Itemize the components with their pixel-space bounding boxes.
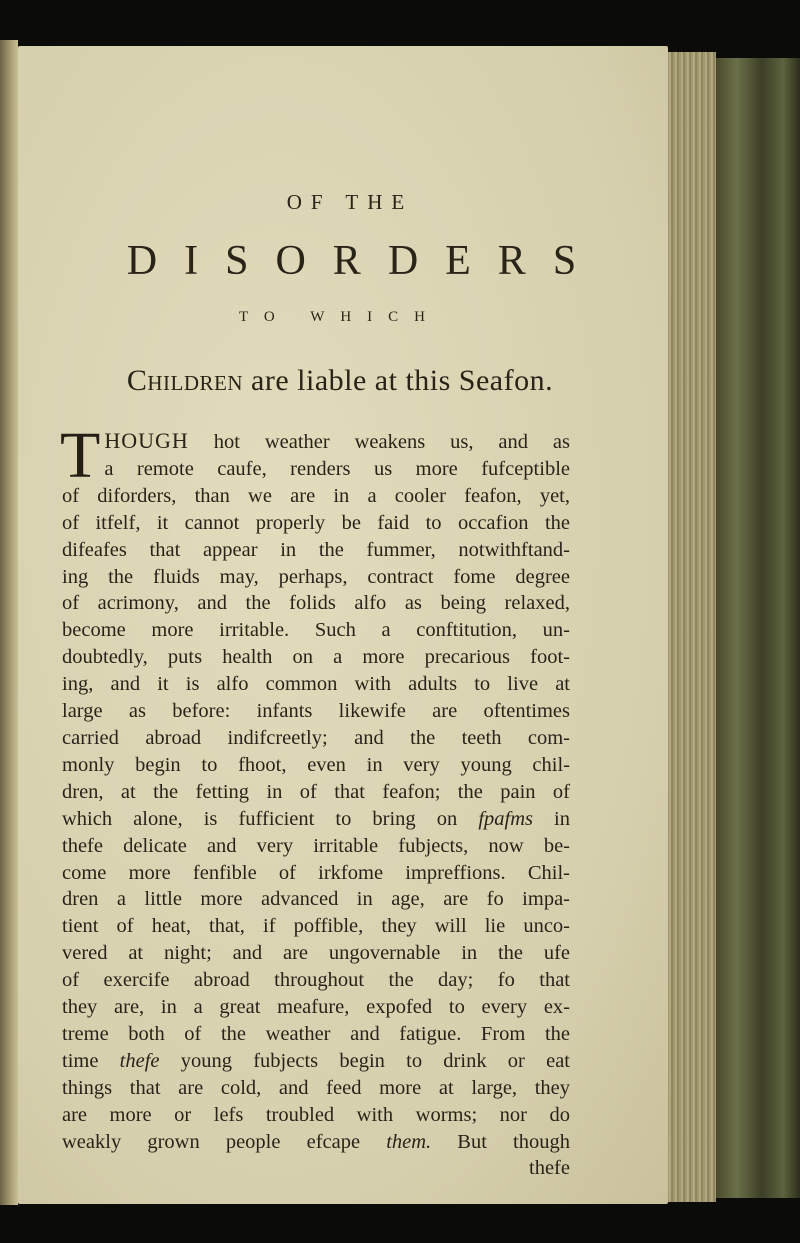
- text-line-11: large as before: infants likewife are oftentimes: [62, 700, 570, 723]
- text-line-21: of exercife abroad throughout the day; fo that: [62, 969, 570, 992]
- text-line-25: things that are cold, and feed more at large, they: [62, 1076, 570, 1099]
- text-line-2: a remote caufe, renders us more fufceptible: [104, 457, 570, 480]
- text-line-12: carried abroad indifcreetly; and the teeth com-: [62, 726, 570, 749]
- text-line-20: vered at night; and are ungovernable in the ufe: [62, 942, 570, 965]
- text-line-14: dren, at the fetting in of that feafon; the pain of: [62, 780, 570, 803]
- text-line-7: of acrimony, and the folids alfo as being relaxed,: [62, 592, 570, 615]
- heading-children: [20, 364, 660, 398]
- text-line-24-a: time: [62, 1049, 120, 1072]
- body-paragraph: [60, 419, 571, 1182]
- text-line-27: [62, 1129, 570, 1156]
- text-line-15-a: which alone, is fufficient to bring on: [62, 807, 458, 830]
- text-line-13: monly begin to fhoot, even in very young chil-: [62, 753, 570, 776]
- page-edges: [668, 52, 716, 1202]
- text-line-15-b: in: [533, 807, 571, 830]
- text-line-15: [62, 806, 570, 833]
- drop-cap: T: [60, 419, 101, 492]
- text-line-19: tient of heat, that, if poffible, they will lie unco-: [62, 915, 570, 938]
- text-line-24-b: young fubjects begin to drink or eat: [159, 1049, 570, 1072]
- text-line-9: doubtedly, puts health on a more precarious foot-: [62, 646, 570, 669]
- text-line-27-a: weakly grown people efcape: [62, 1130, 387, 1153]
- catchword: thefe: [529, 1157, 570, 1180]
- text-line-6: ing the fluids may, perhaps, contract fome degree: [62, 565, 570, 588]
- heading-disorders: DISORDERS: [126, 238, 604, 284]
- text-line-18: dren a little more advanced in age, are fo impa-: [62, 888, 570, 911]
- text-line-1: [62, 428, 570, 456]
- text-line-24: [62, 1048, 570, 1075]
- text-line-26: are more or lefs troubled with worms; nor do: [62, 1103, 570, 1126]
- text-line-22: they are, in a great meafure, expofed to every ex-: [62, 996, 570, 1019]
- text-line-16: thefe delicate and very irritable fubjects, now be-: [62, 834, 570, 857]
- heading-of-the: OF THE: [286, 190, 414, 214]
- italic-spasms: fpafms: [478, 807, 533, 830]
- text-line-17: come more fenfible of irkfome impreffions. Chil-: [62, 861, 570, 884]
- heading-children-rest: are liable at this Seafon.: [243, 364, 554, 397]
- lead-word: HOUGH: [104, 428, 189, 453]
- book-cover: [716, 58, 800, 1198]
- italic-them: them.: [386, 1130, 432, 1153]
- text-line-5: difeafes that appear in the fummer, notwithftand-: [62, 538, 570, 561]
- text-line-23: treme both of the weather and fatigue. From the: [62, 1022, 570, 1045]
- italic-these: thefe: [119, 1049, 160, 1072]
- text-line-10: ing, and it is alfo common with adults to live at: [62, 673, 570, 696]
- text-line-4: of itfelf, it cannot properly be faid to occafion the: [62, 511, 570, 534]
- heading-to-which: TO WHICH: [238, 309, 442, 325]
- text-line-3: of diforders, than we are in a cooler feafon, yet,: [62, 484, 570, 507]
- text-line-27-b: But though: [431, 1130, 570, 1153]
- heading-children-word: Children: [126, 364, 244, 397]
- text-line-8: become more irritable. Such a conftitution, un-: [62, 619, 570, 642]
- text-line-1-rest: hot weather weakens us, and as: [188, 431, 570, 453]
